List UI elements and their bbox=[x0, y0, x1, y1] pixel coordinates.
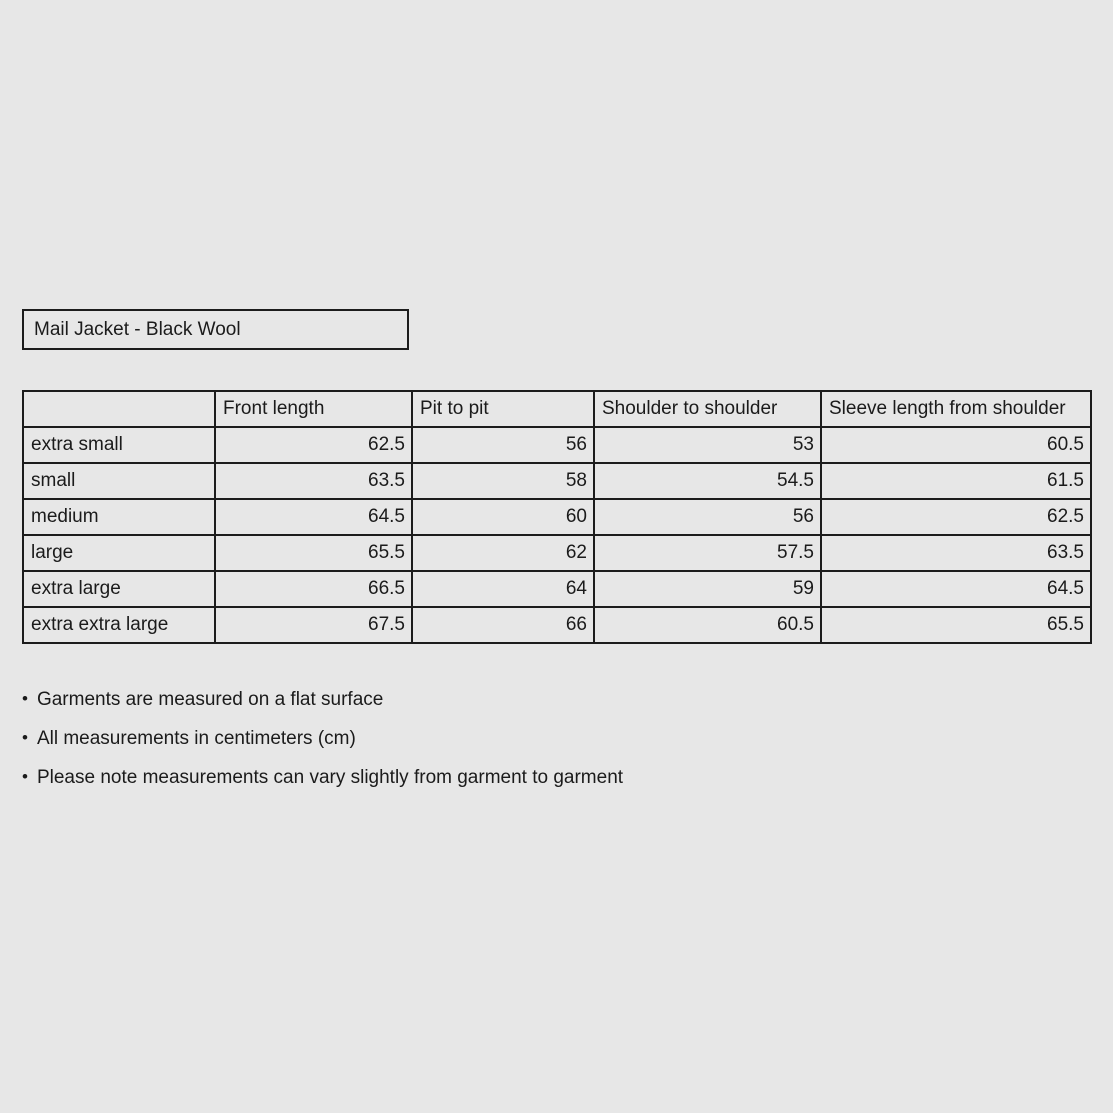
front-length-value: 67.5 bbox=[215, 607, 412, 643]
column-header-shoulder-to-shoulder: Shoulder to shoulder bbox=[594, 391, 821, 427]
shoulder-to-shoulder-value: 56 bbox=[594, 499, 821, 535]
bullet-icon: • bbox=[22, 728, 28, 747]
front-length-value: 63.5 bbox=[215, 463, 412, 499]
notes-list bbox=[22, 688, 1090, 789]
table-row-extra-extra-large bbox=[23, 607, 1091, 643]
note-item bbox=[22, 727, 1090, 750]
sleeve-length-value: 60.5 bbox=[821, 427, 1091, 463]
sleeve-length-value: 61.5 bbox=[821, 463, 1091, 499]
table-row-large bbox=[23, 535, 1091, 571]
size-label: extra small bbox=[23, 427, 215, 463]
front-length-value: 66.5 bbox=[215, 571, 412, 607]
note-item bbox=[22, 766, 1090, 789]
table-row-extra-large bbox=[23, 571, 1091, 607]
note-item bbox=[22, 688, 1090, 711]
column-header-pit-to-pit: Pit to pit bbox=[412, 391, 594, 427]
size-guide-page bbox=[22, 309, 1090, 805]
size-label: small bbox=[23, 463, 215, 499]
note-text: All measurements in centimeters (cm) bbox=[36, 728, 356, 749]
table-row-small bbox=[23, 463, 1091, 499]
sleeve-length-value: 65.5 bbox=[821, 607, 1091, 643]
product-title: Mail Jacket - Black Wool bbox=[34, 318, 241, 340]
bullet-icon: • bbox=[22, 767, 28, 786]
sleeve-length-value: 62.5 bbox=[821, 499, 1091, 535]
table-row-medium bbox=[23, 499, 1091, 535]
pit-to-pit-value: 62 bbox=[412, 535, 594, 571]
note-text: Please note measurements can vary slightly from garment to garment bbox=[36, 767, 624, 788]
shoulder-to-shoulder-value: 54.5 bbox=[594, 463, 821, 499]
shoulder-to-shoulder-value: 59 bbox=[594, 571, 821, 607]
column-header-size bbox=[23, 391, 215, 427]
front-length-value: 65.5 bbox=[215, 535, 412, 571]
shoulder-to-shoulder-value: 53 bbox=[594, 427, 821, 463]
front-length-value: 64.5 bbox=[215, 499, 412, 535]
pit-to-pit-value: 60 bbox=[412, 499, 594, 535]
size-label: medium bbox=[23, 499, 215, 535]
column-header-front-length: Front length bbox=[215, 391, 412, 427]
pit-to-pit-value: 58 bbox=[412, 463, 594, 499]
sleeve-length-value: 64.5 bbox=[821, 571, 1091, 607]
product-title-box bbox=[22, 309, 409, 350]
bullet-icon: • bbox=[22, 689, 28, 708]
note-text: Garments are measured on a flat surface bbox=[36, 689, 384, 710]
size-chart-table bbox=[22, 390, 1092, 644]
shoulder-to-shoulder-value: 60.5 bbox=[594, 607, 821, 643]
size-label: large bbox=[23, 535, 215, 571]
size-label: extra large bbox=[23, 571, 215, 607]
shoulder-to-shoulder-value: 57.5 bbox=[594, 535, 821, 571]
pit-to-pit-value: 66 bbox=[412, 607, 594, 643]
size-label: extra extra large bbox=[23, 607, 215, 643]
pit-to-pit-value: 64 bbox=[412, 571, 594, 607]
sleeve-length-value: 63.5 bbox=[821, 535, 1091, 571]
table-row-extra-small bbox=[23, 427, 1091, 463]
column-header-sleeve-length: Sleeve length from shoulder bbox=[821, 391, 1091, 427]
table-header-row bbox=[23, 391, 1091, 427]
front-length-value: 62.5 bbox=[215, 427, 412, 463]
pit-to-pit-value: 56 bbox=[412, 427, 594, 463]
